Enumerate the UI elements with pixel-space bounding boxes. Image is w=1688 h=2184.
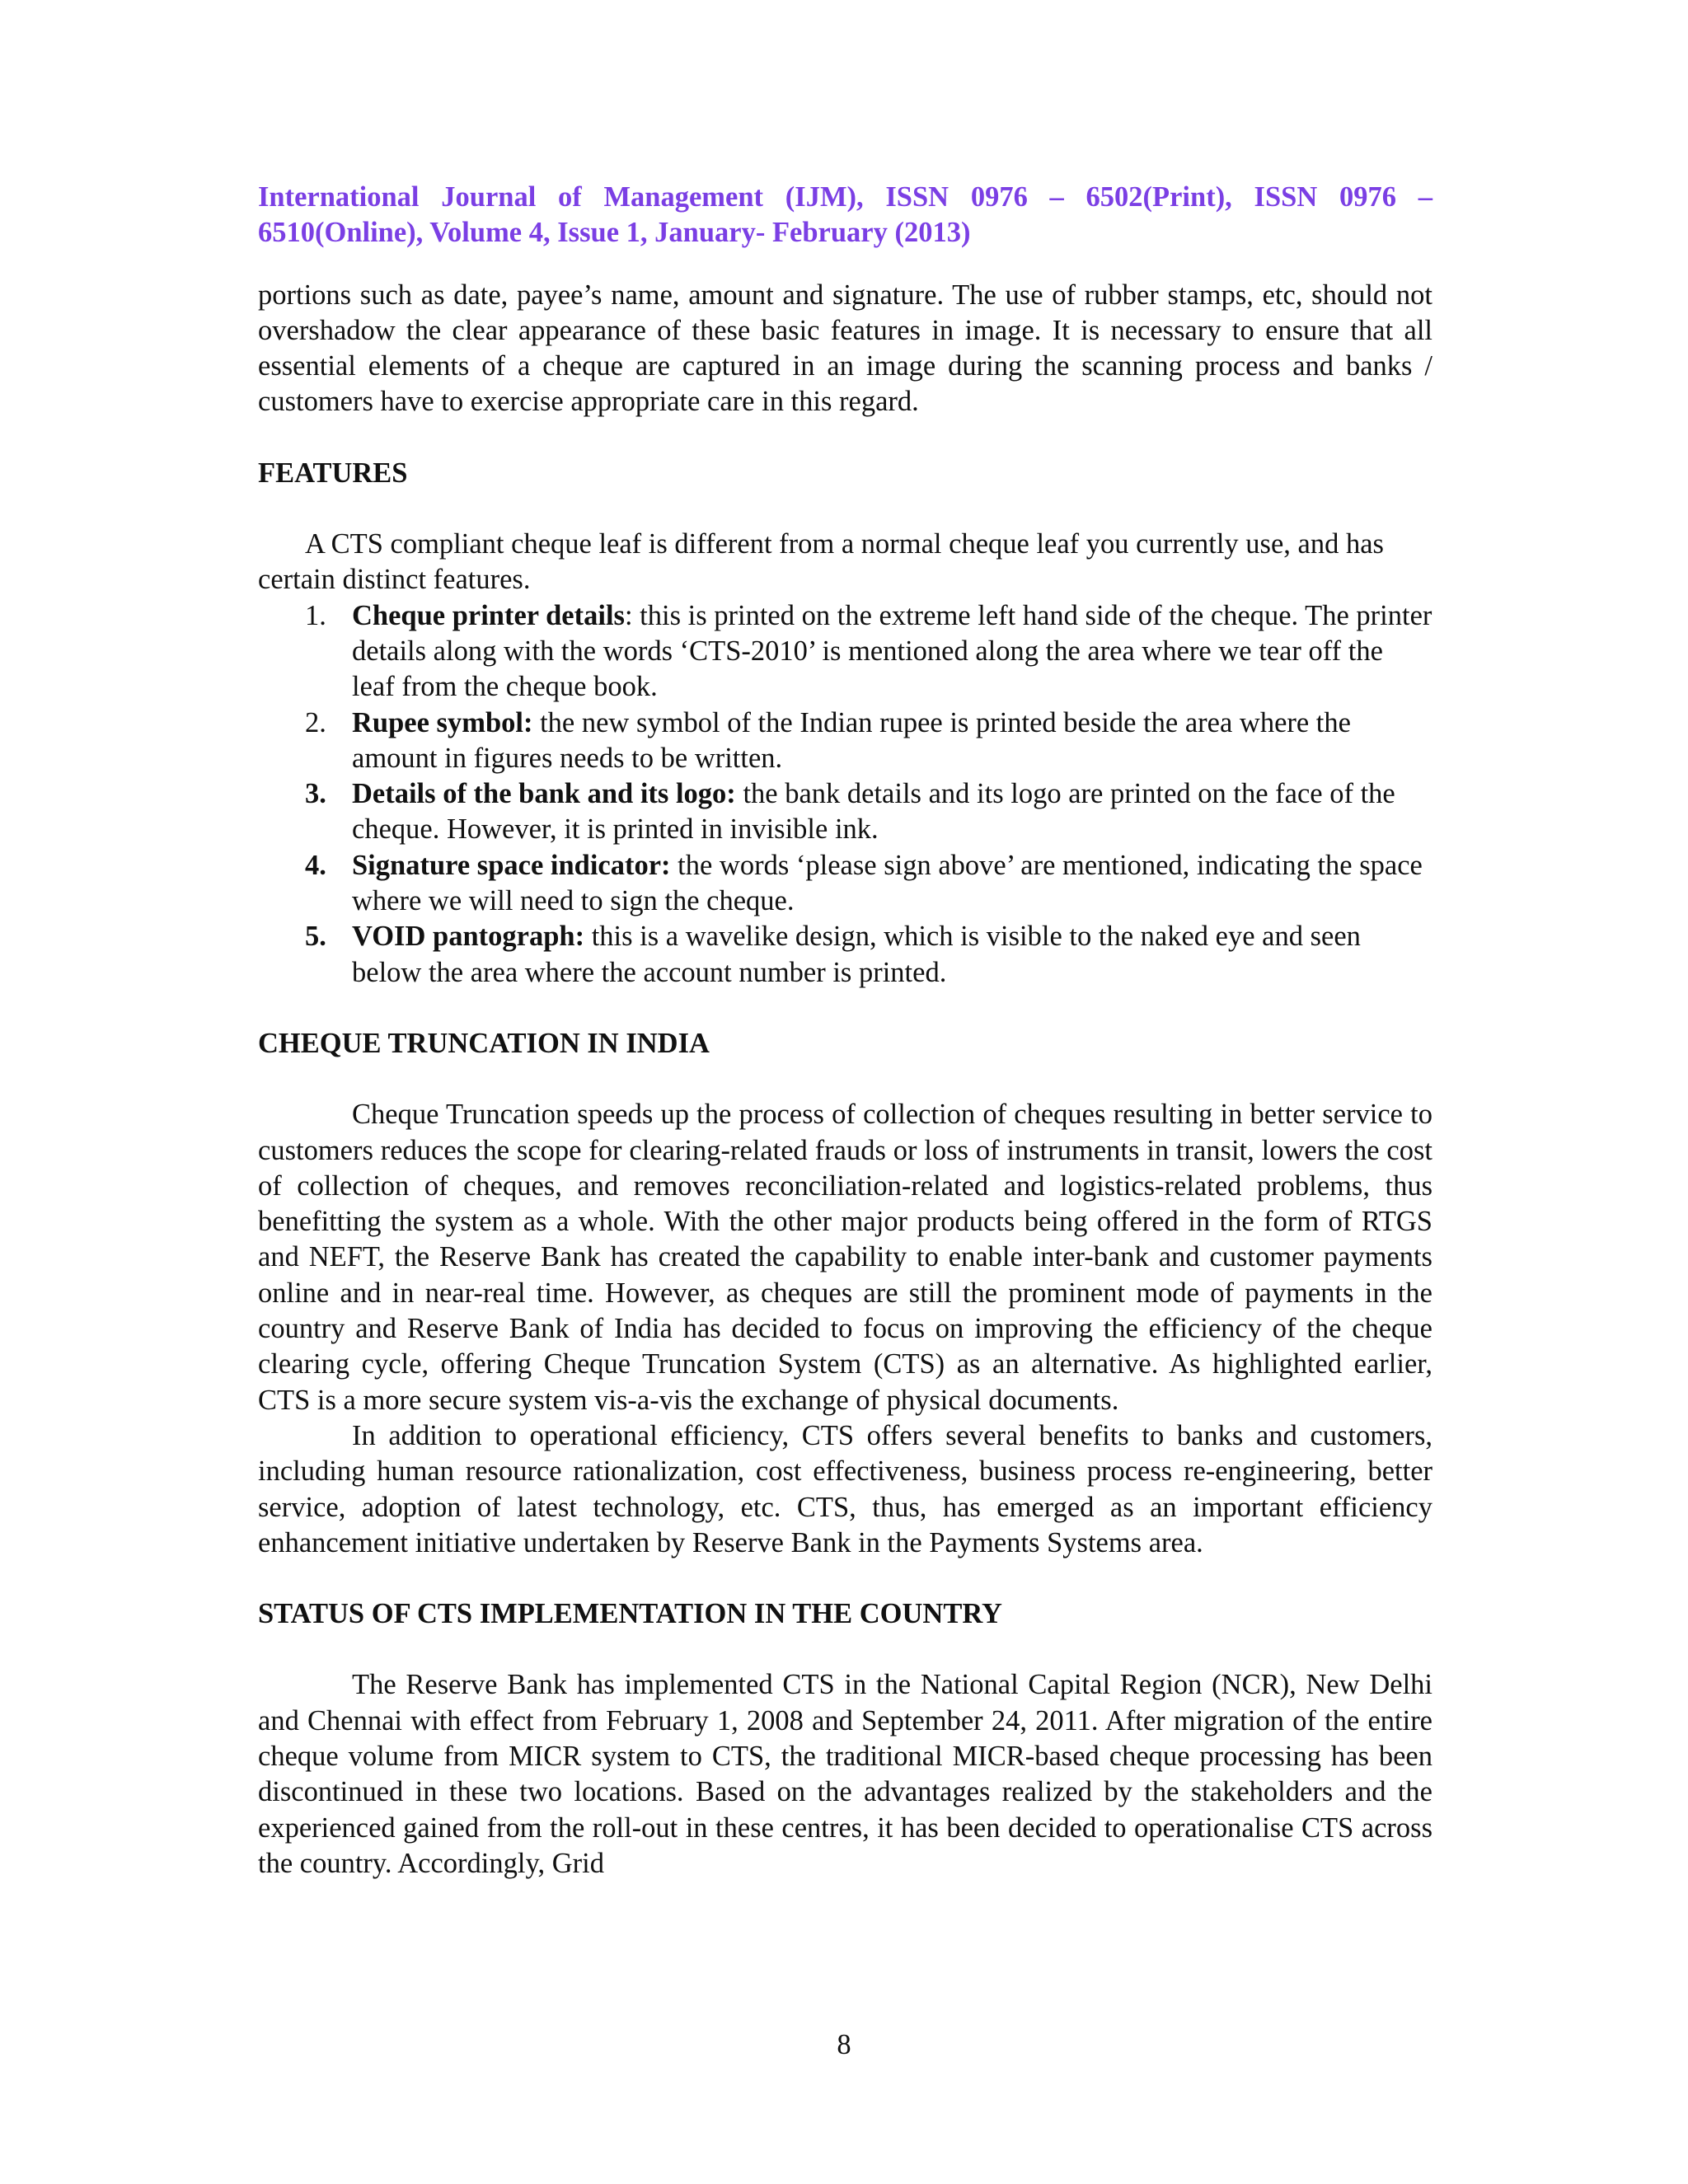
journal-header: International Journal of Management (IJM), ISSN 0976 – 6502(Print), ISSN 0976 – 6510(Online), Volume 4, Issue 1, January- February (2013) bbox=[258, 181, 1432, 249]
feature-item-term: Rupee symbol: bbox=[352, 706, 533, 738]
feature-item-term: Details of the bank and its logo: bbox=[352, 778, 736, 810]
feature-item-number: 3. bbox=[305, 778, 326, 810]
page-number: 8 bbox=[837, 2029, 851, 2060]
truncation-paragraph-2: In addition to operational efficiency, CTS offers several benefits to banks and customers, including human resource rationalization, cost effectiveness, business process re-engineering, better service, adoption of latest technology, etc. CTS, thus, has emerged as an important efficiency enhancement initiative undertaken by Reserve Bank in the Payments Systems area. bbox=[258, 1419, 1432, 1558]
feature-item-3 bbox=[258, 776, 1432, 848]
status-heading: STATUS OF CTS IMPLEMENTATION IN THE COUNTRY bbox=[258, 1598, 1002, 1630]
truncation-paragraph-1: Cheque Truncation speeds up the process of collection of cheques resulting in better service to customers reduces the scope for clearing-related frauds or loss of instruments in transit, lowers the cost of collection of cheques, and removes reconciliation-related and logistics-related problems, thus benefitting the system as a whole. With the other major products being offered in the form of RTGS and NEFT, the Reserve Bank has created the capability to enable inter-bank and customer payments online and in near-real time. However, as cheques are still the prominent mode of payments in the country and Reserve Bank of India has decided to focus on improving the efficiency of the cheque clearing cycle, offering Cheque Truncation System (CTS) as an alternative. As highlighted earlier, CTS is a more secure system vis-a-vis the exchange of physical documents. bbox=[258, 1099, 1432, 1416]
truncation-heading: CHEQUE TRUNCATION IN INDIA bbox=[258, 1027, 710, 1059]
feature-item-number: 2. bbox=[305, 706, 326, 738]
feature-item-2 bbox=[258, 705, 1432, 777]
feature-item-text: : this is printed on the extreme left hand side of the cheque. The printer details along with the words ‘CTS-2010’ is mentioned along the area where we tear off the leaf from the cheque book. bbox=[352, 599, 1432, 703]
feature-item-1 bbox=[258, 598, 1432, 705]
feature-item-5 bbox=[258, 919, 1432, 991]
feature-item-term: Cheque printer details bbox=[352, 599, 625, 631]
features-list bbox=[258, 598, 1432, 991]
intro-paragraph: portions such as date, payee’s name, amount and signature. The use of rubber stamps, etc, should not overshadow the clear appearance of these basic features in image. It is necessary to ensure that all essential elements of a cheque are captured in an image during the scanning process and banks / customers have to exercise appropriate care in this regard. bbox=[258, 279, 1432, 418]
feature-item-number: 5. bbox=[305, 921, 326, 953]
feature-item-text: the new symbol of the Indian rupee is printed beside the area where the amount in figures needs to be written. bbox=[352, 706, 1351, 774]
feature-item-term: Signature space indicator: bbox=[352, 849, 671, 881]
feature-item-text: the bank details and its logo are printed on the face of the cheque. However, it is printed in invisible ink. bbox=[352, 778, 1395, 846]
feature-item-text: this is a wavelike design, which is visible to the naked eye and seen below the area where the account number is printed. bbox=[352, 921, 1361, 988]
feature-item-number: 4. bbox=[305, 849, 326, 881]
status-paragraph-1: The Reserve Bank has implemented CTS in the National Capital Region (NCR), New Delhi and Chennai with effect from February 1, 2008 and September 24, 2011. After migration of the entire cheque volume from MICR system to CTS, the traditional MICR-based cheque processing has been discontinued in these two locations. Based on the advantages realized by the stakeholders and the experienced gained from the roll-out in these centres, it has been decided to operationalise CTS across the country. Accordingly, Grid bbox=[258, 1669, 1432, 1879]
features-intro: A CTS compliant cheque leaf is different from a normal cheque leaf you currently use, and has certain distinct features. bbox=[258, 528, 1384, 596]
feature-item-4 bbox=[258, 848, 1432, 920]
feature-item-text: the words ‘please sign above’ are mentioned, indicating the space where we will need to sign the cheque. bbox=[352, 849, 1423, 917]
feature-item-number: 1. bbox=[305, 599, 326, 631]
page-content bbox=[258, 180, 1432, 1882]
feature-item-term: VOID pantograph: bbox=[352, 921, 585, 953]
features-heading: FEATURES bbox=[258, 457, 408, 489]
